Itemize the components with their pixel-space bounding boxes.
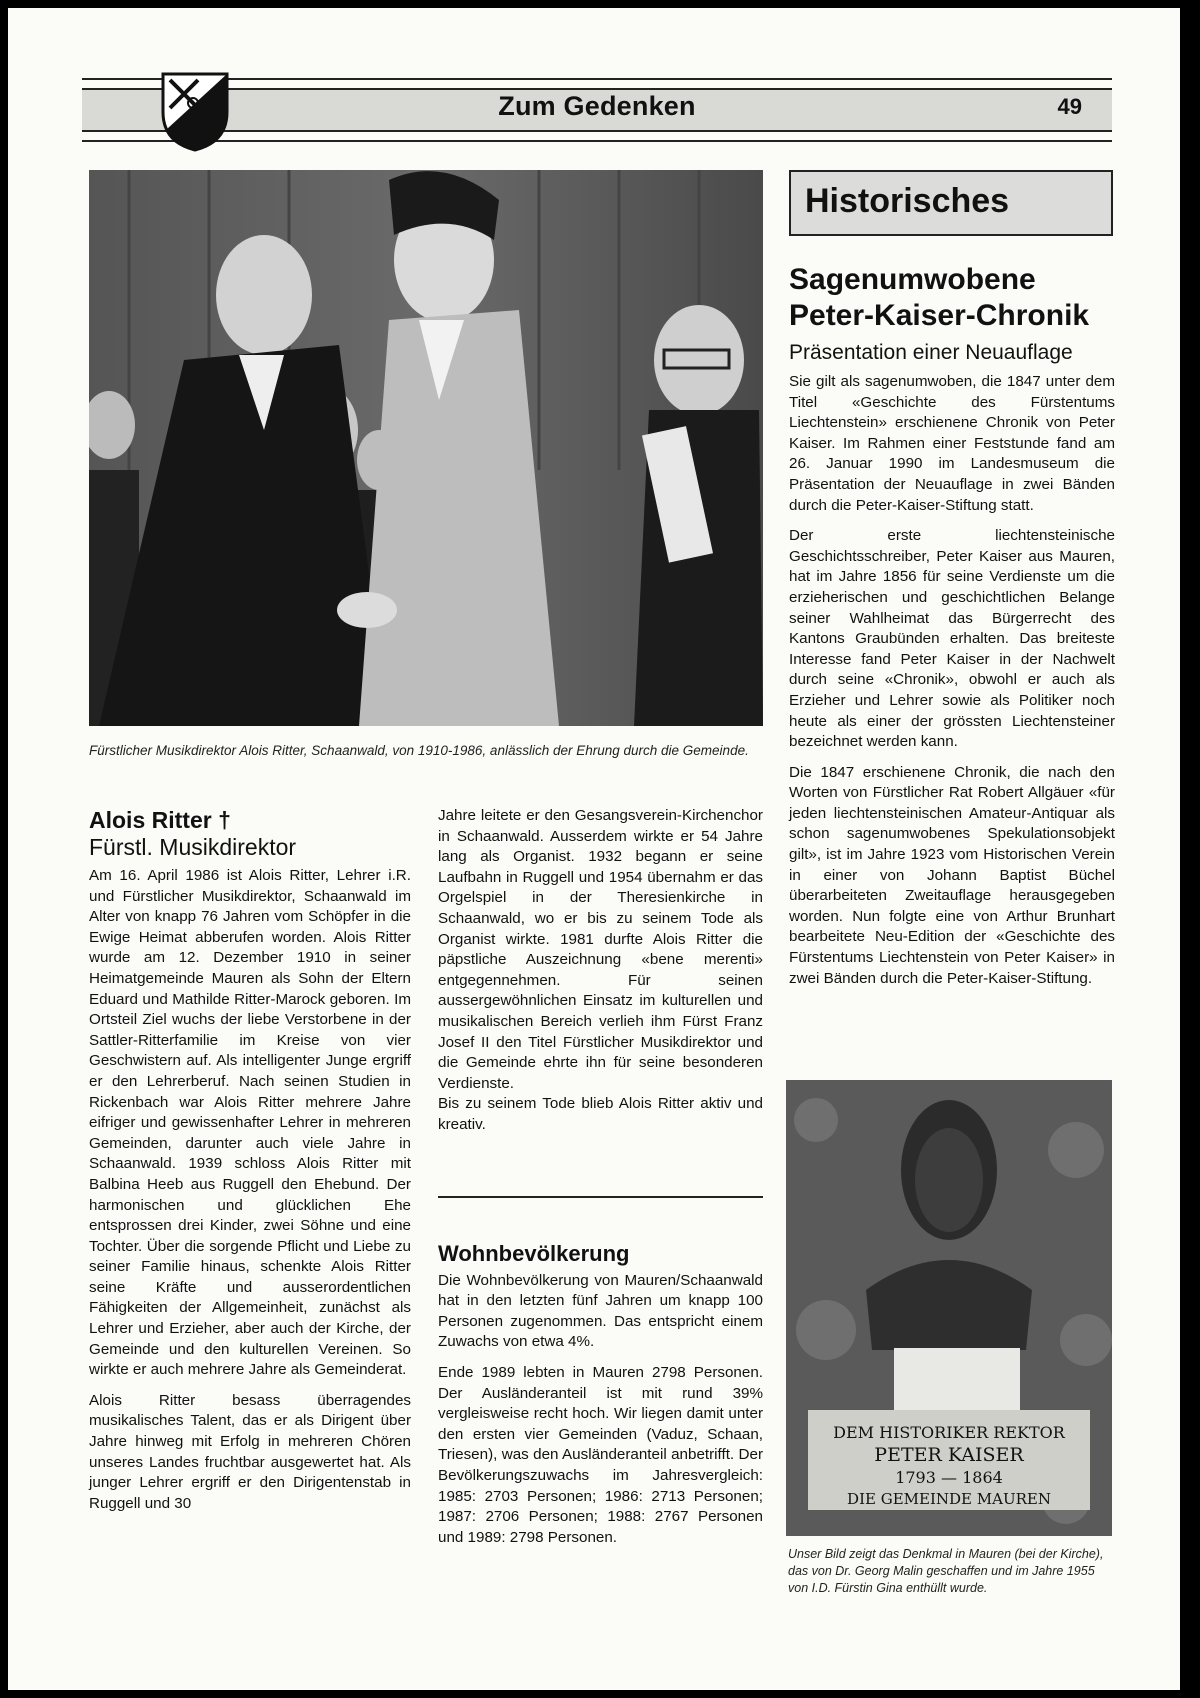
- coat-of-arms-icon: [160, 72, 230, 152]
- article-peter-kaiser: [789, 262, 1115, 999]
- photo-caption: Fürstlicher Musikdirektor Alois Ritter, Schaanwald, von 1910-1986, anlässlich der Ehrung durch die Gemeinde.: [89, 743, 749, 758]
- plaque-line: DEM HISTORIKER REKTOR: [833, 1423, 1065, 1442]
- paragraph: Bis zu seinem Tode blieb Alois Ritter aktiv und kreativ.: [438, 1095, 763, 1133]
- paragraph: Jahre leitete er den Gesangsverein-Kirchenchor in Schaanwald. Ausserdem wirkte er 54 Jahre lang als Organist. 1932 begann er seine Laufbahn in Ruggell und 1954 übernahm er das Orgelspiel in der Theresienkirche in Schaanwald, wo er bis zu seinem Tode als Organist wirkte. 1981 durfte Alois Ritter die päpstliche Auszeichnung «bene merenti» entgegennehmen. Für seinen aussergewöhnlichen Einsatz im kulturellen und musikalischen Bereich verlieh ihm Fürst Franz Josef II den Titel Fürstlicher Musikdirektor und die Gemeinde ehrte ihn für seine besonderen Verdienste.: [438, 807, 763, 1092]
- article-alois-ritter-col1: [89, 806, 411, 1524]
- paragraph: Ende 1989 lebten in Mauren 2798 Personen. Der Ausländeranteil ist mit rund 39% vergleisweise recht hoch. Wir liegen damit unter den ersten vier Gemeinden (Vaduz, Schaan, Triesen), was den Ausländeranteil anbetrifft. Der Bevölkerungszuwachs im Jahresvergleich: 1985: 2703 Personen; 1986: 2713 Personen; 1987: 2706 Personen; 1988: 2767 Personen und 1989: 2798 Personen.: [438, 1363, 763, 1546]
- photo-caption: Unser Bild zeigt das Denkmal in Mauren (bei der Kirche), das von Dr. Georg Malin geschaffen und im Jahre 1955 von I.D. Fürstin Gina enthüllt wurde.: [788, 1547, 1104, 1595]
- category-label: Historisches: [805, 182, 1010, 220]
- paragraph: Die Wohnbevölkerung von Mauren/Schaanwald hat in den letzten fünf Jahren um knapp 100 Personen zugenommen. Das entspricht einem Zuwachs von etwa 4%.: [438, 1271, 763, 1351]
- plaque-line: 1793 — 1864: [895, 1468, 1003, 1487]
- section-title: Zum Gedenken: [498, 91, 696, 121]
- page-number: 49: [1057, 94, 1082, 119]
- handshake-photo-image: [89, 170, 763, 726]
- monument-photo: [786, 1080, 1112, 1536]
- plaque-line: PETER KAISER: [874, 1444, 1024, 1466]
- article-alois-ritter-col2: [438, 806, 763, 1146]
- paragraph: Der erste liechtensteinische Geschichtsschreiber, Peter Kaiser aus Mauren, hat im Jahre 1856 für seine Verdienste um die erzieherischen und geschichtlichen Belange seiner Wahlheimat das Bürgerrecht des Kantons Graubünden erhalten. Das breiteste Interesse fand Peter Kaiser in der Nachwelt durch seine «Chronik», obwohl er auch als Erzieher und Lehrer sowie als Politiker noch heute als einer der grössten Liechtensteiner bezeichnet werden kann.: [789, 527, 1115, 751]
- plaque-line: DIE GEMEINDE MAUREN: [847, 1490, 1051, 1508]
- header-top-rule: [82, 78, 1112, 80]
- header-bottom-rule: [82, 140, 1112, 142]
- ceremony-photo: [89, 170, 763, 726]
- paragraph: Sie gilt als sagenumwoben, die 1847 unter dem Titel «Geschichte des Fürstentums Liechtenstein» erschienene Chronik von Peter Kaiser. Im Rahmen einer Feststunde fand am 26. Januar 1990 im Landesmuseum die Präsentation der Neuauflage in zwei Bänden durch die Peter-Kaiser-Stiftung statt.: [789, 373, 1115, 514]
- paragraph: Am 16. April 1986 ist Alois Ritter, Lehrer i.R. und Fürstlicher Musikdirektor, Schaanwald im Alter von knapp 76 Jahren vom Schöpfer in die Ewige Heimat abberufen worden. Alois Ritter wurde am 12. Dezember 1910 in seiner Heimatgemeinde Mauren als Sohn der Eltern Eduard und Mathilde Ritter-Marock geboren. Im Ortsteil Ziel wuchs der liebe Verstorbene in der Sattler-Ritterfamilie im Kreise von vier Geschwistern auf. Als intelligenter Junge ergriff er den Lehrerberuf. Nach seinen Studien in Rickenbach war Alois Ritter mehrere Jahre eifriger und gewissenhafter Lehrer in mehreren Gemeinden, darunter auch viele Jahre in Schaanwald. 1939 schloss Alois Ritter mit Balbina Heeb aus Ruggell den Ehebund. Der harmonischen und glücklichen Ehe entsprossen drei Kinder, zwei Söhne und eine Tochter. Über die sorgende Pflicht und Liebe zu seiner Familie hinaus, schenkte Alois Ritter seine Kräfte und ausserordentlichen Fähigkeiten der Allgemeinheit, zunächst als Lehrer und Erzieher, aber auch der Kirche, der Gemeinde und den kulturellen Vereinen. So wirkte er auch mehrere Jahre als Gemeinderat.: [89, 867, 411, 1379]
- page-header: [82, 78, 1112, 142]
- paragraph: Alois Ritter besass überragendes musikalisches Talent, das er als Dirigent über Jahre hinweg mit Erfolg in mehreren Chören unseres Landes fruchtbar ausgewertet hat. Als junger Lehrer ergriff er den Dirigentenstab in Ruggell und 30: [89, 1391, 411, 1512]
- paragraph: Die 1847 erschienene Chronik, die nach den Worten von Fürstlicher Rat Robert Allgäuer «für jeden liechtensteinischen Amateur-Antiquar als schon sagenumwobenes Spekulationsobjekt gilt», ist im Jahre 1923 vom Historischen Verein in einer von Johann Baptist Büchel überarbeiteten Zweitauflage herausgegeben worden. Nun folgte eine von Arthur Brunhart bearbeitete Neu-Edition der «Geschichte des Fürstentums Liechtenstein von Peter Kaiser» in zwei Bänden durch die Peter-Kaiser-Stiftung.: [789, 763, 1115, 987]
- column-divider: [438, 1196, 763, 1198]
- article-subtitle: Präsentation einer Neuauflage: [789, 341, 1073, 364]
- article-title: Wohnbevölkerung: [438, 1241, 630, 1266]
- bust-monument-image: [786, 1080, 1112, 1536]
- article-wohnbevoelkerung: [438, 1241, 763, 1558]
- article-subtitle: Fürstl. Musikdirektor: [89, 834, 297, 860]
- article-title: Sagenumwobene Peter-Kaiser-Chronik: [789, 263, 1090, 332]
- article-title: Alois Ritter †: [89, 807, 231, 833]
- category-box: [789, 170, 1113, 236]
